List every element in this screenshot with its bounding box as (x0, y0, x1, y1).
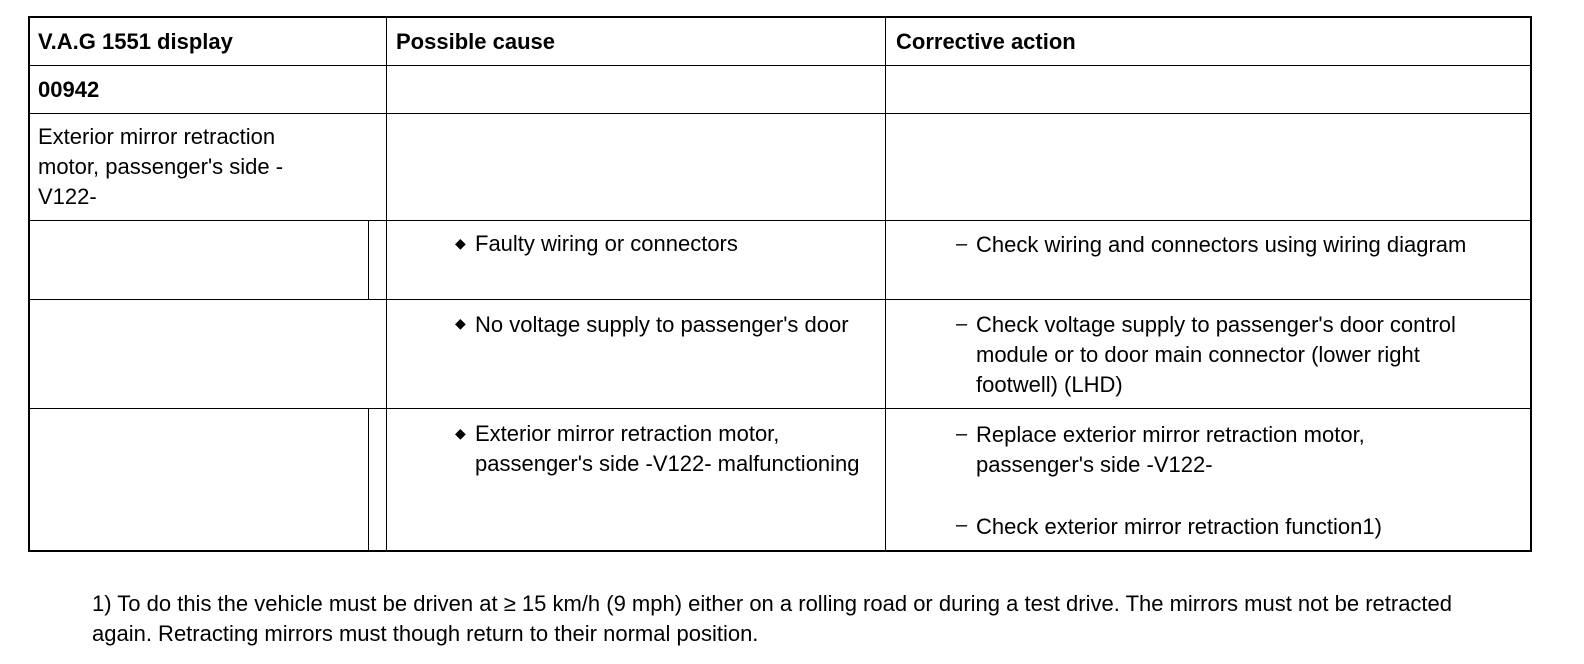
action-text: Check wiring and connectors using wiring diagram (976, 232, 1467, 257)
cause-text: Exterior mirror retraction motor, passenger's side -V122- malfunctioning (475, 421, 860, 476)
action-text: Check exterior mirror retraction function1) (976, 514, 1382, 539)
row-divider (30, 65, 1530, 66)
bullet-icon: ◆ (455, 315, 466, 331)
fault-code: 00942 (38, 77, 100, 102)
fault-description: Exterior mirror retraction motor, passenger's side -V122- (38, 124, 284, 209)
bullet-icon: ◆ (455, 235, 466, 251)
dash-icon: – (956, 233, 968, 255)
bullet-icon: ◆ (455, 425, 466, 441)
row-divider (30, 408, 1530, 409)
column-divider (386, 18, 387, 550)
cause-text: No voltage supply to passenger's door (475, 312, 849, 337)
action-text: Check voltage supply to passenger's door control module or to door main connector (lower right footwell) (LHD) (976, 312, 1456, 397)
footnote: 1) To do this the vehicle must be driven at ≥ 15 km/h (9 mph) either on a rolling road or during a test drive. The mirrors must not be retracted again. Retracting mirrors must though return to their normal position. (92, 591, 1453, 646)
header-vag-display: V.A.G 1551 display (38, 29, 233, 54)
dash-icon: – (956, 313, 968, 335)
row-divider (30, 220, 1530, 221)
action-text: Replace exterior mirror retraction motor, passenger's side -V122- (976, 422, 1365, 477)
cause-text: Faulty wiring or connectors (475, 231, 738, 256)
dash-icon: – (956, 514, 968, 536)
dash-icon: – (956, 423, 968, 445)
diagnostic-table (28, 16, 1532, 552)
inner-divider (368, 220, 369, 299)
header-corrective-action: Corrective action (896, 29, 1076, 54)
row-divider (30, 299, 1530, 300)
row-divider (30, 113, 1530, 114)
inner-divider (368, 408, 369, 550)
header-possible-cause: Possible cause (396, 29, 555, 54)
column-divider (885, 18, 886, 550)
